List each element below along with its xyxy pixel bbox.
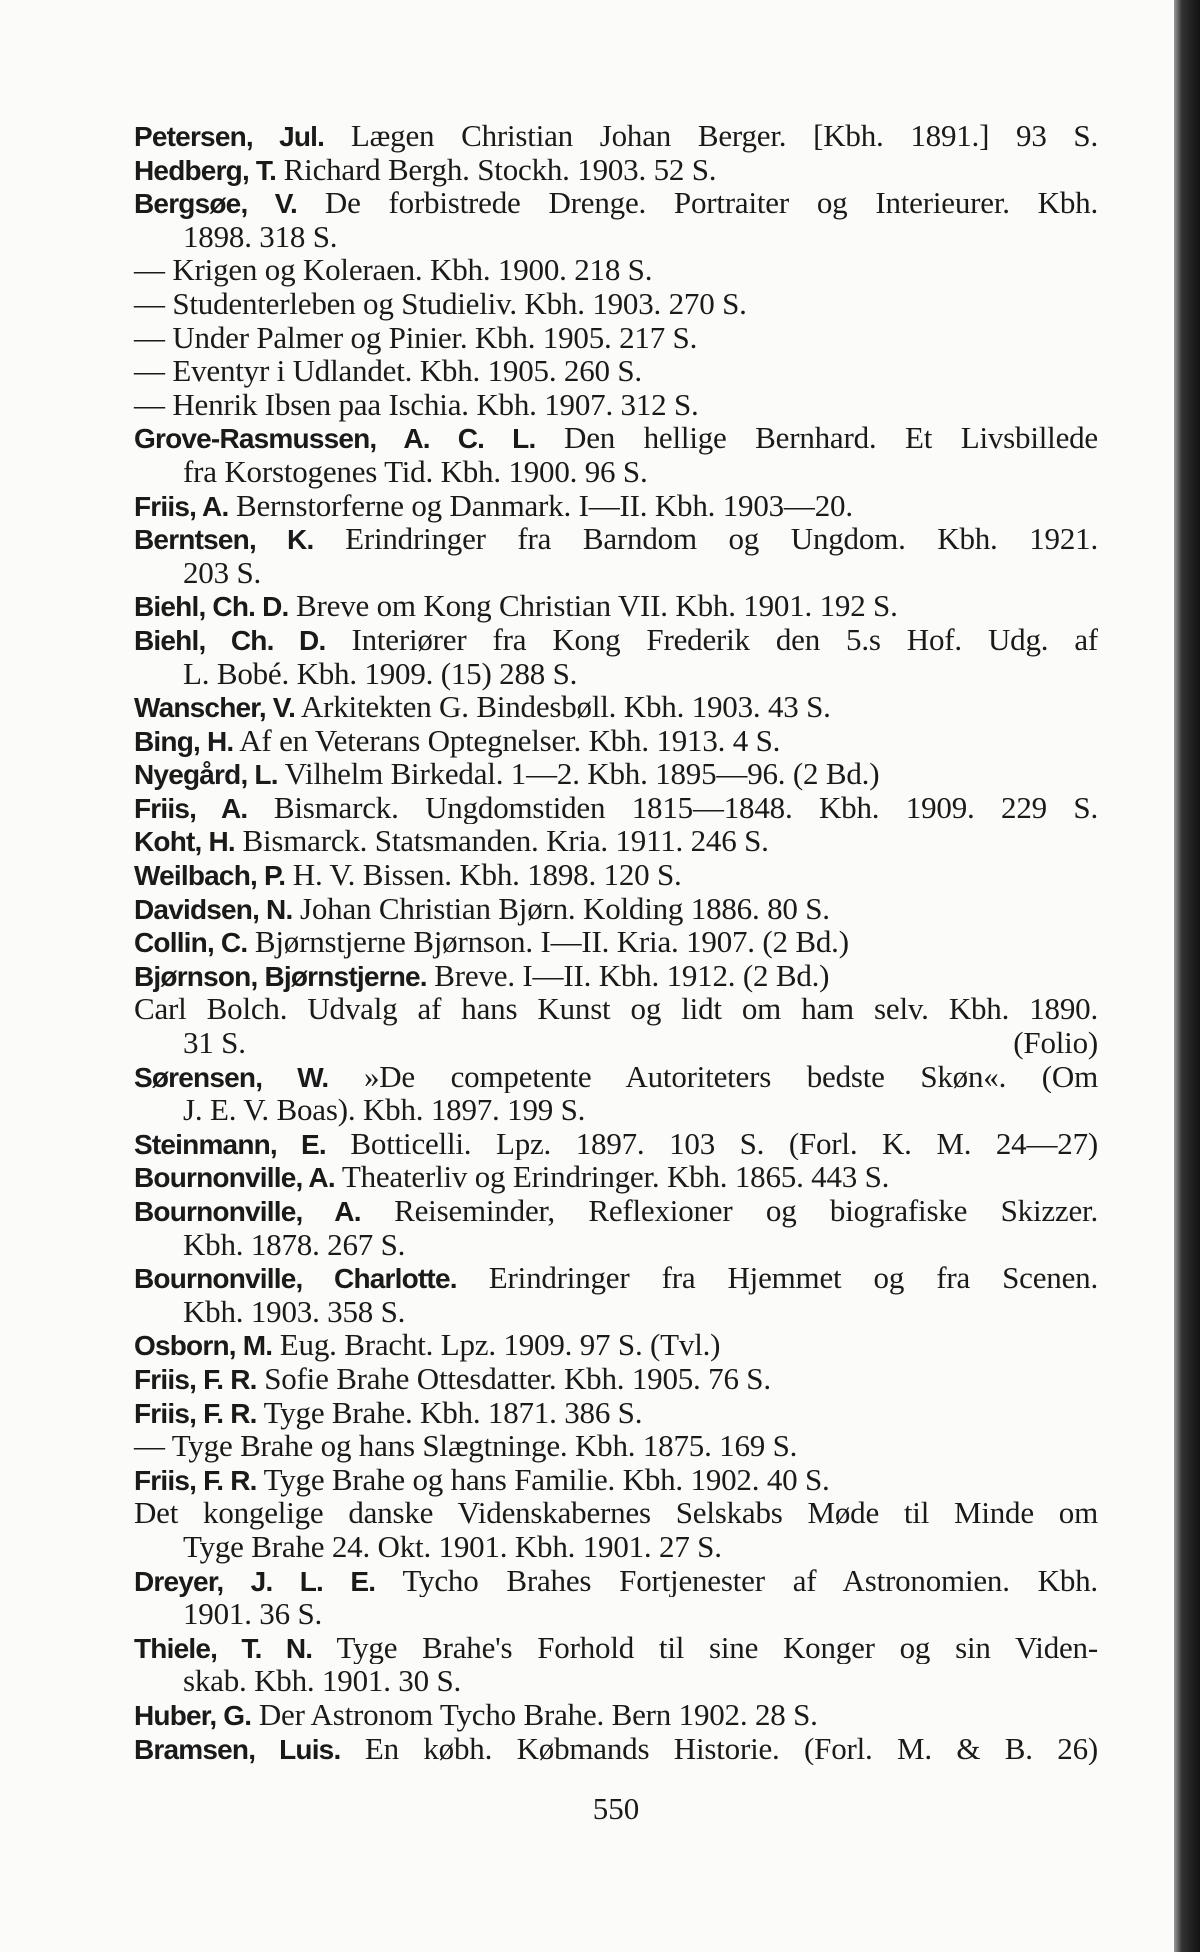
entry-text: — Eventyr i Udlandet. Kbh. 1905. 260 S. <box>134 353 642 389</box>
entry-text: — Tyge Brahe og hans Slægtninge. Kbh. 1875. 169 S. <box>134 1428 798 1464</box>
entry-line <box>134 253 1098 287</box>
author-name: Sørensen, W. <box>134 1061 329 1093</box>
page-number: 550 <box>592 1791 640 1826</box>
author-name: Friis, F. R. <box>134 1363 257 1395</box>
entry-text: Richard Bergh. Stockh. 1903. 52 S. <box>276 151 717 187</box>
author-name: Dreyer, J. L. E. <box>134 1565 376 1597</box>
entry-text: Den hellige Bernhard. Et Livsbillede <box>535 421 1098 455</box>
entry-text: Arkitekten G. Bindesbøll. Kbh. 1903. 43 S. <box>295 689 831 725</box>
entry-line <box>134 1328 1098 1362</box>
entry-line <box>134 1295 1098 1329</box>
entry-line <box>134 925 1098 959</box>
entry-line <box>134 220 1098 254</box>
entry-line <box>134 657 1098 691</box>
author-name: Hedberg, T. <box>134 154 277 186</box>
author-name: Friis, A. <box>134 792 248 824</box>
entry-line <box>134 1597 1098 1631</box>
entry-text: Af en Veterans Optegnelser. Kbh. 1913. 4 S. <box>233 722 781 758</box>
entry-line <box>134 287 1098 321</box>
entry-text: skab. Kbh. 1901. 30 S. <box>183 1663 462 1699</box>
entry-line <box>134 321 1098 355</box>
author-name: Petersen, Jul. <box>134 121 325 152</box>
author-name: Collin, C. <box>134 927 248 959</box>
author-name: Weilbach, P. <box>134 860 286 892</box>
author-name: Huber, G. <box>134 1699 252 1731</box>
author-name: Biehl, Ch. D. <box>134 624 326 656</box>
entry-line <box>134 1564 1098 1598</box>
entry-line <box>134 153 1098 187</box>
entry-line <box>134 1160 1098 1194</box>
entry-line <box>134 757 1098 791</box>
entry-line <box>134 1429 1098 1463</box>
author-name: Bournonville, Charlotte. <box>134 1263 457 1295</box>
entry-text: Bismarck. Statsmanden. Kria. 1911. 246 S. <box>234 823 769 859</box>
entry-line <box>134 892 1098 926</box>
entry-line <box>134 1732 1098 1766</box>
entry-text: J. E. V. Boas). Kbh. 1897. 199 S. <box>183 1092 586 1128</box>
entry-line <box>134 724 1098 758</box>
entry-line <box>134 1362 1098 1396</box>
entry-line <box>134 623 1098 657</box>
author-name: Osborn, M. <box>134 1330 273 1362</box>
author-name: Berntsen, K. <box>134 524 314 556</box>
entry-line <box>134 1698 1098 1732</box>
entry-text: Tycho Brahes Fortjenester af Astronomien. Kbh. <box>375 1563 1098 1598</box>
entry-text: Botticelli. Lpz. 1897. 103 S. (Forl. K. M. 24—27) <box>325 1126 1098 1161</box>
author-name: Friis, F. R. <box>134 1464 257 1496</box>
entry-text: »De competente Autoriteters bedste Skøn«. (Om <box>328 1059 1098 1094</box>
entry-line <box>134 1228 1098 1262</box>
entry-text: Bjørnstjerne Bjørnson. I—II. Kria. 1907. (2 Bd.) <box>247 924 849 960</box>
entry-line <box>134 1026 1098 1060</box>
entry-text: Tyge Brahe 24. Okt. 1901. Kbh. 1901. 27 S. <box>183 1528 722 1564</box>
entry-line <box>134 1396 1098 1430</box>
entry-text: H. V. Bissen. Kbh. 1898. 120 S. <box>285 857 682 893</box>
entry-text: Breve om Kong Christian VII. Kbh. 1901. 192 S. <box>288 588 898 624</box>
entry-line <box>134 1194 1098 1228</box>
entry-text: 1901. 36 S. <box>183 1596 323 1632</box>
entry-line <box>134 1530 1098 1564</box>
entry-text: — Under Palmer og Pinier. Kbh. 1905. 217 S. <box>134 319 698 355</box>
entry-line <box>134 1664 1098 1698</box>
scan-edge-shadow <box>1174 0 1200 1952</box>
author-name: Davidsen, N. <box>134 893 293 925</box>
author-name: Wanscher, V. <box>134 692 296 724</box>
author-name: Nyegård, L. <box>134 759 278 791</box>
author-name: Bramsen, Luis. <box>134 1733 341 1765</box>
author-name: Grove-Rasmussen, A. C. L. <box>134 423 536 455</box>
entry-text: L. Bobé. Kbh. 1909. (15) 288 S. <box>183 655 578 691</box>
author-name: Koht, H. <box>134 826 235 858</box>
entry-line <box>134 186 1098 220</box>
entry-line <box>134 992 1098 1026</box>
author-name: Thiele, T. N. <box>134 1632 313 1664</box>
entry-line <box>134 824 1098 858</box>
entry-text: fra Korstogenes Tid. Kbh. 1900. 96 S. <box>183 453 648 489</box>
entry-text: Vilhelm Birkedal. 1—2. Kbh. 1895—96. (2 Bd.) <box>277 756 880 792</box>
entry-text: — Henrik Ibsen paa Ischia. Kbh. 1907. 312 S. <box>134 386 699 422</box>
entry-line <box>134 119 1098 153</box>
entry-line <box>134 455 1098 489</box>
author-name: Bing, H. <box>134 725 234 757</box>
entry-line <box>134 791 1098 825</box>
entry-line <box>134 589 1098 623</box>
author-name: Steinmann, E. <box>134 1128 326 1160</box>
author-name: Biehl, Ch. D. <box>134 591 289 623</box>
entry-text: En købh. Købmands Historie. (Forl. M. & B. 26) <box>340 1731 1098 1766</box>
entry-text: Erindringer fra Hjemmet og fra Scenen. <box>456 1261 1098 1295</box>
entry-text: Sofie Brahe Ottesdatter. Kbh. 1905. 76 S. <box>256 1360 771 1396</box>
entry-text: Carl Bolch. Udvalg af hans Kunst og lidt om ham selv. Kbh. 1890. <box>134 992 1098 1027</box>
entry-text: De forbistrede Drenge. Portraiter og Interieurer. Kbh. <box>297 186 1098 220</box>
entry-text: Bernstorferne og Danmark. I—II. Kbh. 1903—20. <box>228 487 853 523</box>
entry-line <box>134 690 1098 724</box>
author-name: Friis, F. R. <box>134 1397 257 1429</box>
entry-line <box>134 421 1098 455</box>
format-note: (Folio) <box>1013 1025 1098 1061</box>
entry-line <box>134 489 1098 523</box>
entry-text: Reiseminder, Reflexioner og biografiske Skizzer. <box>360 1194 1098 1228</box>
entry-text: Der Astronom Tycho Brahe. Bern 1902. 28 S. <box>251 1696 818 1732</box>
entry-text: Tyge Brahe. Kbh. 1871. 386 S. <box>256 1394 643 1430</box>
entry-text: Tyge Brahe's Forhold til sine Konger og sin Viden- <box>312 1630 1098 1665</box>
entry-text: — Krigen og Koleraen. Kbh. 1900. 218 S. <box>134 252 653 288</box>
entry-text: 1898. 318 S. <box>183 218 338 254</box>
entry-text: 31 S. <box>183 1025 246 1061</box>
entry-line <box>134 1463 1098 1497</box>
entry-line <box>134 1631 1098 1665</box>
entry-line <box>134 354 1098 388</box>
entry-line <box>134 556 1098 590</box>
entry-line <box>134 1496 1098 1530</box>
author-name: Bournonville, A. <box>134 1196 361 1227</box>
entry-text: Tyge Brahe og hans Familie. Kbh. 1902. 40 S. <box>256 1461 830 1497</box>
entry-text: — Studenterleben og Studieliv. Kbh. 1903. 270 S. <box>134 285 747 321</box>
entry-text: Kbh. 1903. 358 S. <box>183 1293 406 1329</box>
author-name: Bergsøe, V. <box>134 188 298 220</box>
entry-line <box>134 1093 1098 1127</box>
entry-text: Kbh. 1878. 267 S. <box>183 1226 406 1262</box>
entry-text: Breve. I—II. Kbh. 1912. (2 Bd.) <box>426 957 830 993</box>
entry-text: Lægen Christian Johan Berger. [Kbh. 1891.] 93 S. <box>324 119 1098 153</box>
entry-line <box>134 1261 1098 1295</box>
entry-line <box>134 858 1098 892</box>
bibliography-list <box>134 119 1098 1765</box>
entry-text: Interiører fra Kong Frederik den 5.s Hof. Udg. af <box>325 622 1098 657</box>
entry-text: Eug. Bracht. Lpz. 1909. 97 S. (Tvl.) <box>272 1327 721 1363</box>
entry-text: Erindringer fra Barndom og Ungdom. Kbh. 1921. <box>313 522 1098 556</box>
entry-line <box>134 1127 1098 1161</box>
author-name: Bjørnson, Bjørnstjerne. <box>134 960 427 992</box>
author-name: Friis, A. <box>134 490 229 522</box>
entry-line <box>134 522 1098 556</box>
entry-text: 203 S. <box>183 554 262 590</box>
entry-line <box>134 388 1098 422</box>
entry-text: Theaterliv og Erindringer. Kbh. 1865. 443 S. <box>334 1159 890 1195</box>
entry-line <box>134 1060 1098 1094</box>
author-name: Bournonville, A. <box>134 1162 335 1194</box>
entry-line <box>134 959 1098 993</box>
entry-text: Bismarck. Ungdomstiden 1815—1848. Kbh. 1909. 229 S. <box>247 790 1098 825</box>
entry-text: Det kongelige danske Videnskabernes Selskabs Møde til Minde om <box>134 1496 1098 1530</box>
entry-text: Johan Christian Bjørn. Kolding 1886. 80 S. <box>292 890 830 926</box>
